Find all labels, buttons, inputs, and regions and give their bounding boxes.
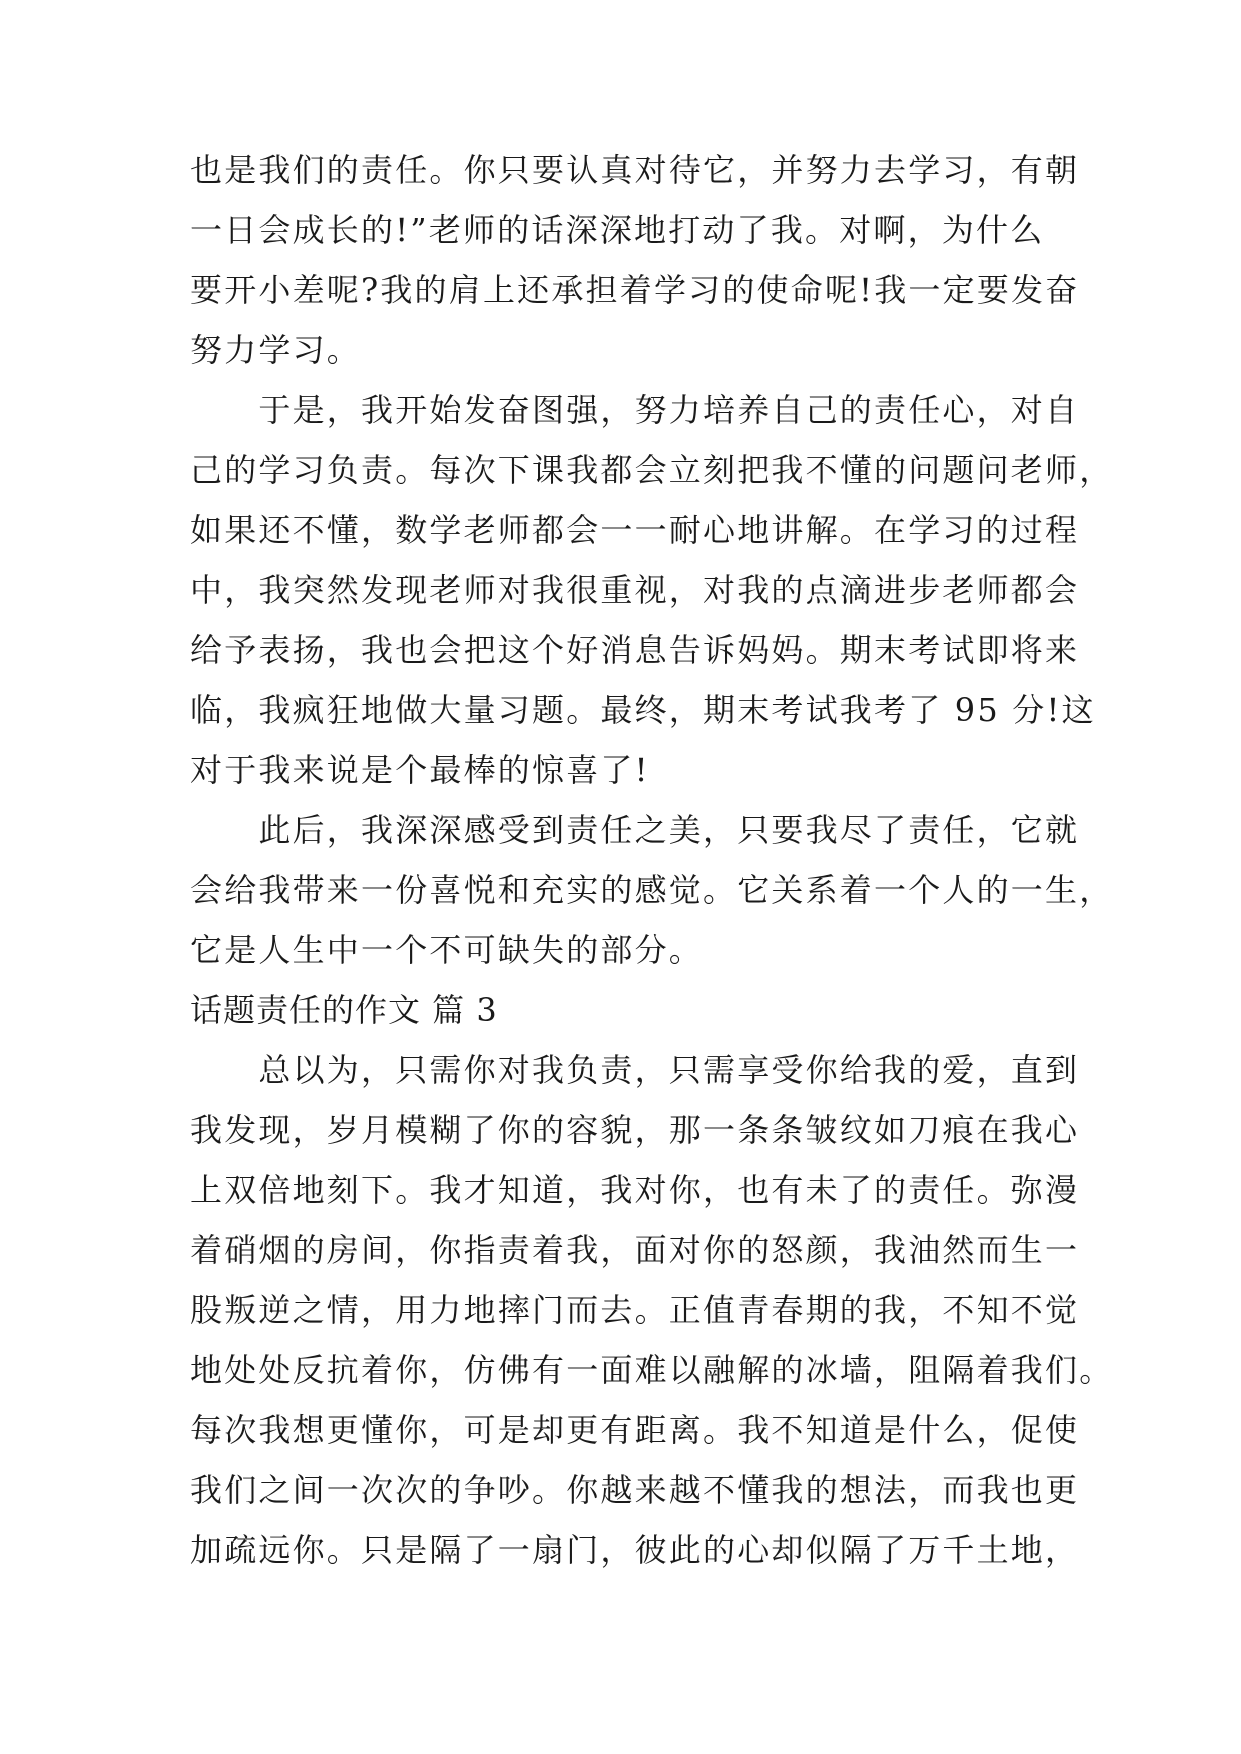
text-line: 加疏远你。只是隔了一扇门，彼此的心却似隔了万千土地，	[190, 1531, 1080, 1569]
text-line: 着硝烟的房间，你指责着我，面对你的怒颜，我油然而生一	[190, 1231, 1080, 1269]
text-line: 上双倍地刻下。我才知道，我对你，也有未了的责任。弥漫	[190, 1171, 1080, 1209]
text-line: 每次我想更懂你，可是却更有距离。我不知道是什么，促使	[190, 1411, 1080, 1449]
text-line: 地处处反抗着你，仿佛有一面难以融解的冰墙，阻隔着我们。	[190, 1351, 1114, 1389]
text-line: 临，我疯狂地做大量习题。最终，期末考试我考了 95 分!这	[190, 691, 1096, 729]
text-line: 也是我们的责任。你只要认真对待它，并努力去学习，有朝	[190, 151, 1080, 189]
text-line: 一日会成长的!”老师的话深深地打动了我。对啊，为什么	[190, 211, 1045, 249]
text-line: 我发现，岁月模糊了你的容貌，那一条条皱纹如刀痕在我心	[190, 1111, 1080, 1149]
section-heading: 话题责任的作文 篇 3	[190, 991, 498, 1029]
document-body	[190, 140, 1114, 1580]
text-line: 会给我带来一份喜悦和充实的感觉。它关系着一个人的一生，	[190, 871, 1114, 909]
text-line: 于是，我开始发奋图强，努力培养自己的责任心，对自	[190, 391, 1080, 429]
text-line: 中，我突然发现老师对我很重视，对我的点滴进步老师都会	[190, 571, 1080, 609]
text-line: 要开小差呢?我的肩上还承担着学习的使命呢!我一定要发奋	[190, 271, 1080, 309]
text-line: 总以为，只需你对我负责，只需享受你给我的爱，直到	[190, 1051, 1080, 1089]
text-line: 它是人生中一个不可缺失的部分。	[190, 931, 704, 969]
text-line: 如果还不懂，数学老师都会一一耐心地讲解。在学习的过程	[190, 511, 1080, 549]
text-line: 努力学习。	[190, 331, 362, 369]
text-line: 给予表扬，我也会把这个好消息告诉妈妈。期末考试即将来	[190, 631, 1080, 669]
text-line: 我们之间一次次的争吵。你越来越不懂我的想法，而我也更	[190, 1471, 1080, 1509]
text-line: 己的学习负责。每次下课我都会立刻把我不懂的问题问老师，	[190, 451, 1114, 489]
text-line: 此后，我深深感受到责任之美，只要我尽了责任，它就	[190, 811, 1080, 849]
text-line: 股叛逆之情，用力地摔门而去。正值青春期的我，不知不觉	[190, 1291, 1080, 1329]
text-line: 对于我来说是个最棒的惊喜了!	[190, 751, 650, 789]
